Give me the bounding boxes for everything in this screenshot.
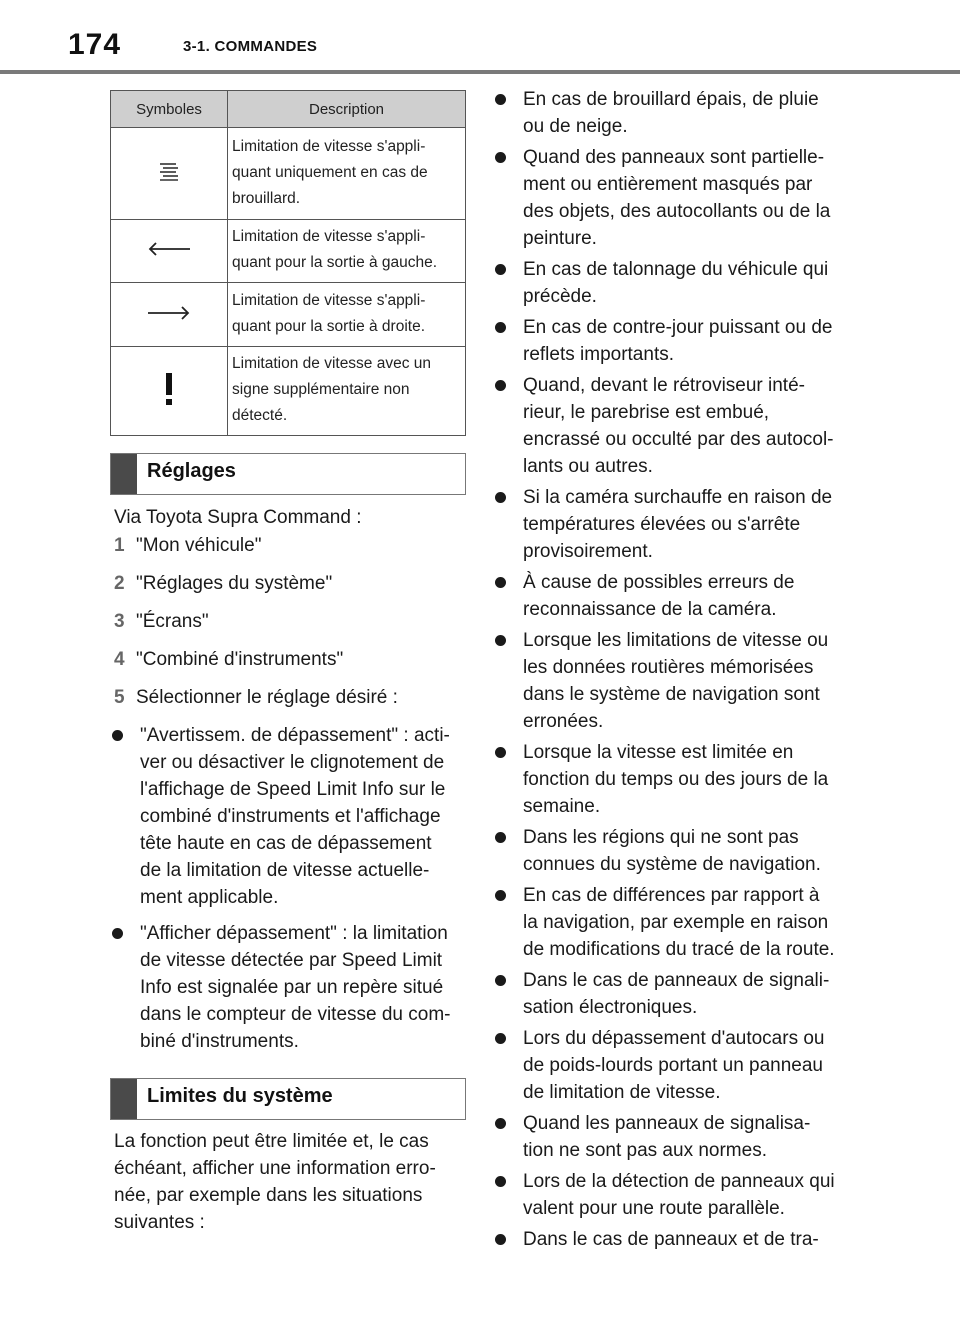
reglages-bullets (110, 722, 466, 1059)
bullet-icon (495, 264, 506, 275)
step-text: "Mon véhicule" (136, 535, 262, 556)
bullet-item (493, 627, 853, 735)
bullet-line: la navigation, par exemple en raison (523, 912, 829, 933)
bullet-icon (495, 747, 506, 758)
bullet-line: ment applicable. (140, 887, 279, 908)
table-row (111, 347, 466, 436)
bullet-item (493, 824, 853, 878)
bullet-line: "Avertissem. de dépassement" : acti- (140, 725, 450, 746)
bullet-line: de vitesse détectée par Speed Limit (140, 950, 443, 971)
exclamation-icon (159, 371, 179, 407)
bullet-icon (495, 1176, 506, 1187)
bullet-item (493, 882, 853, 963)
limites-bullets (493, 86, 853, 1257)
step-number: 1 (114, 535, 125, 556)
bullet-icon (495, 832, 506, 843)
bullet-line: ver ou désactiver le clignotement de (140, 752, 445, 773)
bullet-line: lants ou autres. (523, 456, 653, 477)
table-header-description: Description (228, 91, 466, 128)
bullet-item (493, 967, 853, 1021)
bullet-line: Lors du dépassement d'autocars ou (523, 1028, 825, 1049)
bullet-line: peinture. (523, 228, 597, 249)
bullet-item (493, 1025, 853, 1106)
bullet-icon (495, 890, 506, 901)
bullet-item (493, 1168, 853, 1222)
bullet-line: reflets importants. (523, 344, 674, 365)
bullet-line: Quand, devant le rétroviseur inté- (523, 375, 805, 396)
bullet-line: précède. (523, 286, 597, 307)
arrow-right-icon (144, 303, 194, 323)
page-number: 174 (68, 28, 122, 61)
table-row (111, 128, 466, 220)
limites-heading-text: Limites du système (147, 1085, 333, 1107)
bullet-line: les données routières mémorisées (523, 657, 814, 678)
bullet-item (493, 1110, 853, 1164)
bullet-item (493, 739, 853, 820)
step-number: 5 (114, 687, 125, 708)
description-cell (228, 283, 466, 347)
arrow-left-icon (144, 239, 194, 259)
bullet-line: biné d'instruments. (140, 1031, 299, 1052)
description-cell (228, 128, 466, 220)
bullet-line: tion ne sont pas aux normes. (523, 1140, 767, 1161)
bullet-line: En cas de contre-jour puissant ou de (523, 317, 833, 338)
step-item (114, 608, 464, 635)
bullet-icon (495, 1033, 506, 1044)
bullet-line: connues du système de navigation. (523, 854, 821, 875)
bullet-line: provisoirement. (523, 541, 653, 562)
bullet-icon (495, 1118, 506, 1129)
description-cell (228, 220, 466, 283)
description-line: quant pour la sortie à gauche. (232, 254, 438, 271)
reglages-heading (110, 453, 466, 495)
bullet-line: Dans les régions qui ne sont pas (523, 827, 799, 848)
bullet-line: Lorsque la vitesse est limitée en (523, 742, 794, 763)
step-text: "Réglages du système" (136, 573, 333, 594)
reglages-steps (114, 532, 464, 722)
bullet-icon (495, 492, 506, 503)
bullet-line: Lors de la détection de panneaux qui (523, 1171, 835, 1192)
description-line: quant pour la sortie à droite. (232, 317, 426, 335)
bullet-icon (495, 322, 506, 333)
limites-intro (114, 1128, 464, 1236)
description-line: Limitation de vitesse s'appli- (232, 228, 426, 245)
bullet-item (493, 372, 853, 480)
reglages-intro: Via Toyota Supra Command : (114, 507, 362, 528)
bullet-line: fonction du temps ou des jours de la (523, 769, 829, 790)
bullet-line: Dans le cas de panneaux de signali- (523, 970, 830, 991)
bullet-line: sation électroniques. (523, 997, 698, 1018)
bullet-line: des objets, des autocollants ou de la (523, 201, 831, 222)
bullet-line: Info est signalée par un repère situé (140, 977, 444, 998)
bullet-line: l'affichage de Speed Limit Info sur le (140, 779, 446, 800)
bullet-line: valent pour une route parallèle. (523, 1198, 785, 1219)
bullet-line: de modifications du tracé de la route. (523, 939, 835, 960)
table-row (111, 220, 466, 283)
bullet-line: En cas de talonnage du véhicule qui (523, 259, 829, 280)
description-line: signe supplémentaire non (232, 381, 410, 398)
bullet-line: tête haute en cas de dépassement (140, 833, 432, 854)
bullet-line: ment ou entièrement masqués par (523, 174, 813, 195)
step-text: "Écrans" (136, 611, 209, 632)
bullet-item (110, 920, 466, 1055)
bullet-line: rieur, le parebrise est embué, (523, 402, 770, 423)
bullet-icon (495, 380, 506, 391)
step-item (114, 532, 464, 559)
bullet-line: En cas de brouillard épais, de pluie (523, 89, 819, 110)
bullet-line: températures élevées ou s'arrête (523, 514, 801, 535)
bullet-line: Quand les panneaux de signalisa- (523, 1113, 811, 1134)
bullet-line: Dans le cas de panneaux et de tra- (523, 1229, 819, 1250)
bullet-line: de poids-lourds portant un panneau (523, 1055, 824, 1076)
description-line: Limitation de vitesse s'appli- (232, 137, 426, 155)
bullet-line: Lorsque les limitations de vitesse ou (523, 630, 829, 651)
bullet-icon (495, 975, 506, 986)
step-text: Sélectionner le réglage désiré : (136, 687, 398, 708)
intro-line: suivantes : (114, 1212, 205, 1233)
symbol-cell (111, 347, 228, 436)
bullet-line: combiné d'instruments et l'affichage (140, 806, 441, 827)
section-title: 3-1. COMMANDES (183, 38, 318, 55)
intro-line: échéant, afficher une information erro- (114, 1158, 436, 1179)
bullet-item (493, 256, 853, 310)
bullet-line: En cas de différences par rapport à (523, 885, 820, 906)
intro-line: née, par exemple dans les situations (114, 1185, 423, 1206)
description-line: quant uniquement en cas de (232, 163, 428, 181)
step-item (114, 684, 464, 711)
heading-bar (111, 454, 137, 494)
bullet-icon (112, 730, 123, 741)
symbol-cell (111, 283, 228, 347)
bullet-item (493, 484, 853, 565)
step-item (114, 570, 464, 597)
bullet-line: de limitation de vitesse. (523, 1082, 721, 1103)
table-header-row (111, 91, 466, 128)
reglages-heading-text: Réglages (147, 460, 236, 482)
description-line: détecté. (232, 407, 288, 424)
fog-icon (154, 157, 184, 187)
bullet-line: Si la caméra surchauffe en raison de (523, 487, 833, 508)
bullet-line: reconnaissance de la caméra. (523, 599, 777, 620)
bullet-icon (495, 577, 506, 588)
symbol-cell (111, 220, 228, 283)
bullet-line: semaine. (523, 796, 601, 817)
bullet-item (493, 144, 853, 252)
bullet-item (493, 314, 853, 368)
bullet-item (493, 569, 853, 623)
description-line: Limitation de vitesse avec un (232, 355, 432, 372)
bullet-icon (495, 152, 506, 163)
step-number: 4 (114, 649, 125, 670)
table-header-symbols: Symboles (111, 91, 228, 128)
bullet-icon (495, 635, 506, 646)
bullet-icon (495, 1234, 506, 1245)
step-number: 2 (114, 573, 125, 594)
description-cell (228, 347, 466, 436)
bullet-line: ou de neige. (523, 116, 628, 137)
bullet-line: dans le compteur de vitesse du com- (140, 1004, 451, 1025)
bullet-line: Quand des panneaux sont partielle- (523, 147, 825, 168)
table-row (111, 283, 466, 347)
bullet-line: erronées. (523, 711, 604, 732)
bullet-item (493, 86, 853, 140)
description-line: brouillard. (232, 189, 301, 207)
bullet-line: À cause de possibles erreurs de (523, 572, 795, 593)
symbols-table (110, 90, 466, 436)
bullet-item (493, 1226, 853, 1253)
bullet-line: encrassé ou occulté par des autocol- (523, 429, 834, 450)
bullet-icon (112, 928, 123, 939)
intro-line: La fonction peut être limitée et, le cas (114, 1131, 429, 1152)
heading-bar (111, 1079, 137, 1119)
step-number: 3 (114, 611, 125, 632)
limites-heading (110, 1078, 466, 1120)
step-item (114, 646, 464, 673)
bullet-icon (495, 94, 506, 105)
bullet-line: "Afficher dépassement" : la limitation (140, 923, 448, 944)
header-rule (0, 70, 960, 74)
step-text: "Combiné d'instruments" (136, 649, 344, 670)
bullet-line: dans le système de navigation sont (523, 684, 820, 705)
bullet-item (110, 722, 466, 911)
bullet-line: de la limitation de vitesse actuelle- (140, 860, 430, 881)
description-line: Limitation de vitesse s'appli- (232, 291, 426, 309)
symbol-cell (111, 128, 228, 220)
